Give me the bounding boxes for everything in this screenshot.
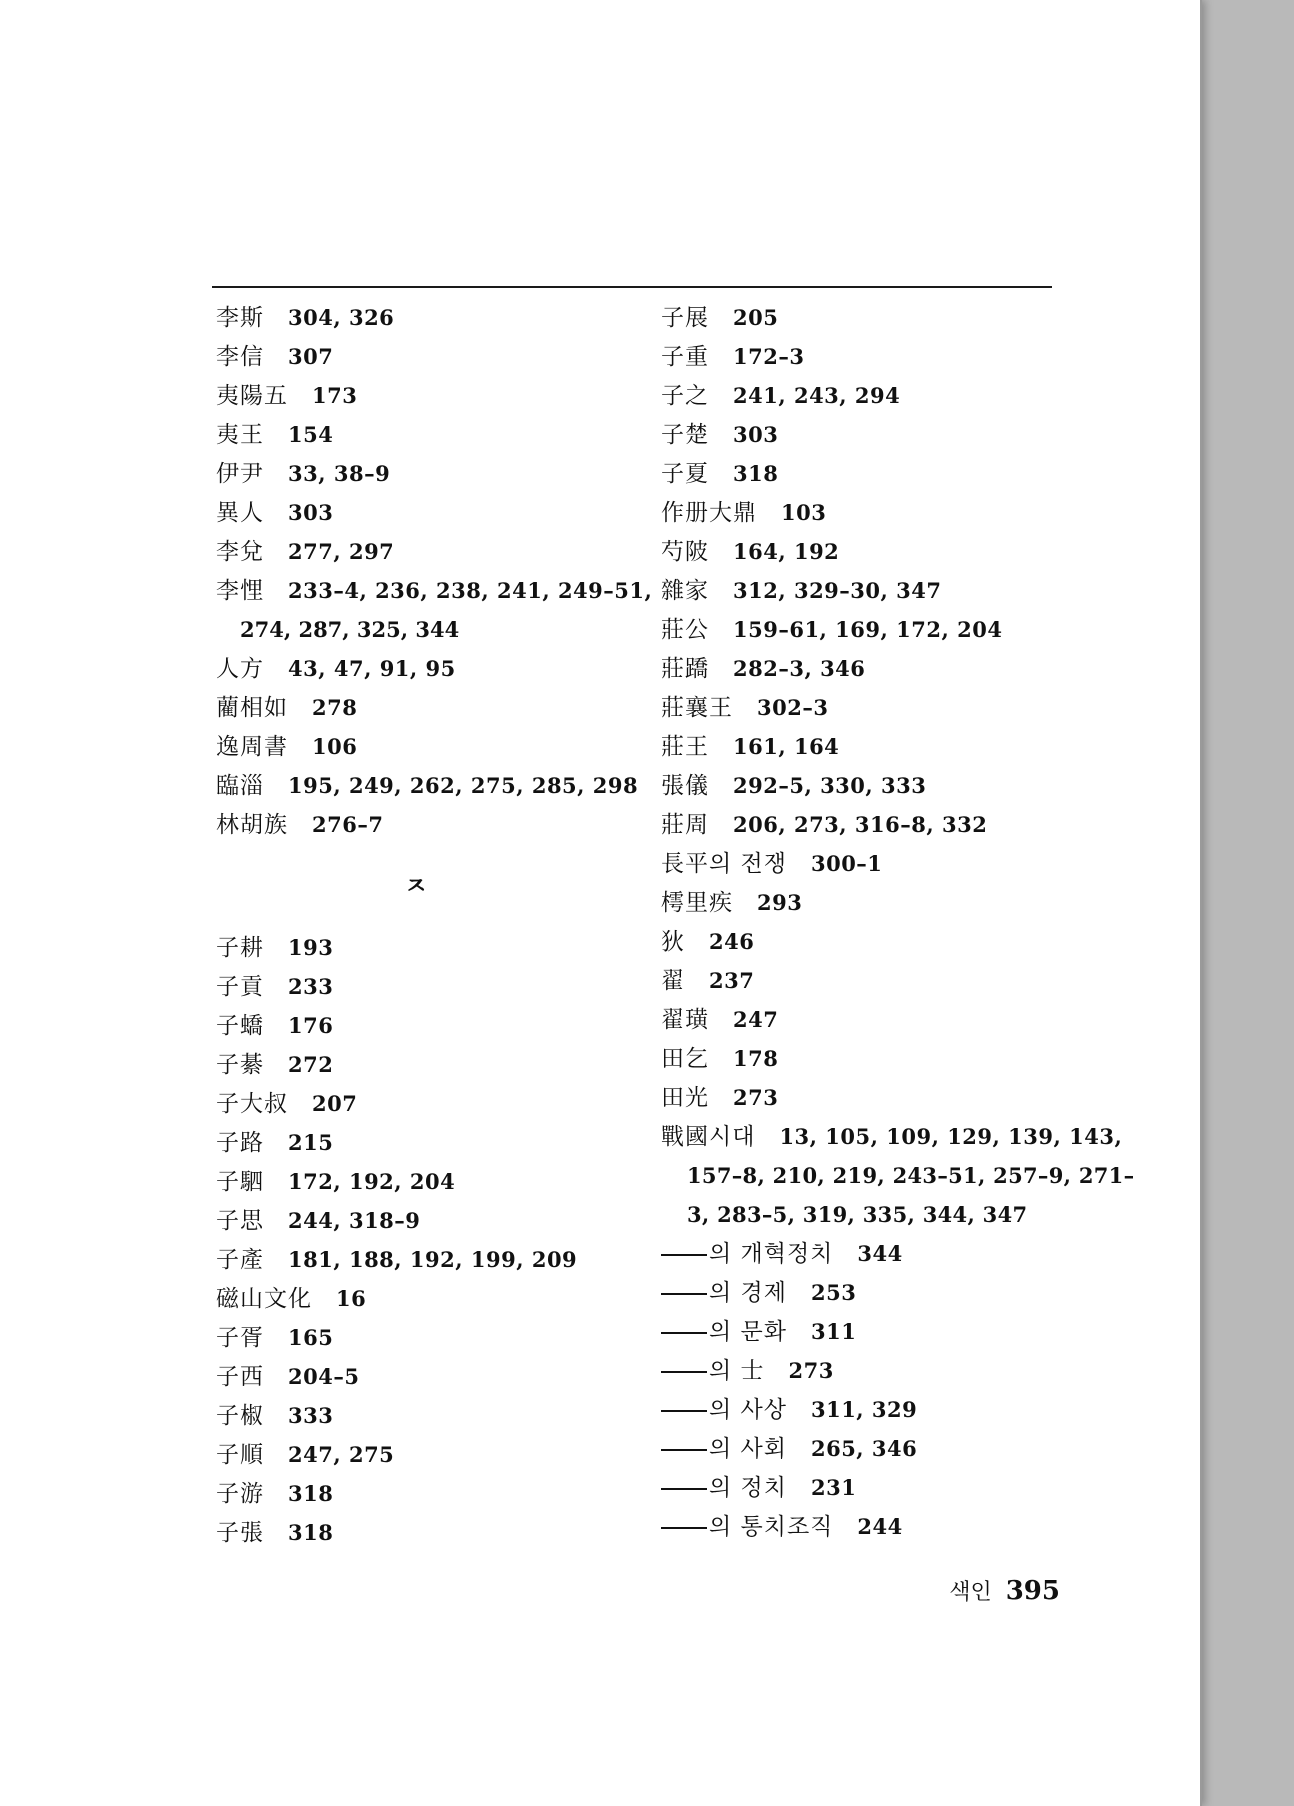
index-entry xyxy=(661,883,1091,922)
index-entry xyxy=(661,415,1091,454)
page-refs: 282–3, 346 xyxy=(733,656,866,681)
entry-term: 翟璜 xyxy=(661,1007,709,1033)
entry-term: 子大叔 xyxy=(216,1091,288,1117)
subentry-term: 의 사상 xyxy=(709,1397,787,1423)
page-refs: 172–3 xyxy=(733,344,805,369)
index-entry xyxy=(216,649,646,688)
index-entry xyxy=(661,805,1091,844)
index-entry xyxy=(216,454,646,493)
page-refs: 276–7 xyxy=(312,812,384,837)
page-refs: 237 xyxy=(709,968,755,993)
page-refs: 247, 275 xyxy=(288,1442,395,1467)
index-entry xyxy=(216,1318,646,1357)
index-entry xyxy=(661,649,1091,688)
index-entry xyxy=(661,844,1091,883)
index-subentry xyxy=(661,1312,1091,1351)
page-refs: 303 xyxy=(733,422,779,447)
page-refs: 312, 329–30, 347 xyxy=(733,578,942,603)
subentry-term: 의 정치 xyxy=(709,1475,787,1501)
index-entry xyxy=(661,337,1091,376)
index-entry xyxy=(216,1162,646,1201)
entry-term: 逸周書 xyxy=(216,734,288,760)
entry-term: 李兌 xyxy=(216,539,264,565)
page-refs: 33, 38–9 xyxy=(288,461,391,486)
entry-term: 子耕 xyxy=(216,935,264,961)
index-entry-continuation: 157–8, 210, 219, 243–51, 257–9, 271– xyxy=(687,1163,1135,1188)
index-group-top xyxy=(216,298,653,844)
entry-term: 作册大鼎 xyxy=(661,500,757,526)
index-entry xyxy=(661,493,1091,532)
page-refs: 231 xyxy=(810,1475,857,1500)
page-refs: 195, 249, 262, 275, 285, 298 xyxy=(288,773,639,798)
entry-term: 臨淄 xyxy=(216,773,264,799)
subentry-term: 의 통치조직 xyxy=(709,1514,834,1540)
page-refs: 246 xyxy=(709,929,755,954)
index-entry xyxy=(216,376,646,415)
page-refs: 272 xyxy=(288,1052,334,1077)
page-refs: 159–61, 169, 172, 204 xyxy=(733,617,1003,642)
index-entry xyxy=(216,1123,646,1162)
entry-term: 張儀 xyxy=(661,773,709,799)
entry-term: 子順 xyxy=(216,1442,264,1468)
page-refs: 278 xyxy=(312,695,358,720)
index-entry xyxy=(661,1078,1091,1117)
entry-term: 林胡族 xyxy=(216,812,288,838)
index-entry xyxy=(216,1045,646,1084)
subentry-term: 의 士 xyxy=(709,1358,765,1384)
subentry-term: 의 경제 xyxy=(709,1280,787,1306)
index-subentry xyxy=(661,1234,1091,1273)
page-refs: 43, 47, 91, 95 xyxy=(288,656,456,681)
page-refs: 181, 188, 192, 199, 209 xyxy=(288,1247,578,1272)
em-dash xyxy=(661,1293,707,1295)
index-group-right xyxy=(661,298,1135,1546)
entry-term: 子重 xyxy=(661,344,709,370)
subentry-term: 의 개혁정치 xyxy=(709,1241,834,1267)
page-refs: 241, 243, 294 xyxy=(733,383,901,408)
index-entry xyxy=(216,688,646,727)
page-refs: 204–5 xyxy=(288,1364,360,1389)
entry-term: 子展 xyxy=(661,305,709,331)
index-entry xyxy=(216,1201,646,1240)
entry-term: 莊王 xyxy=(661,734,709,760)
entry-term: 田乞 xyxy=(661,1046,709,1072)
index-entry xyxy=(661,727,1091,766)
index-entry xyxy=(216,571,653,610)
page-refs: 207 xyxy=(312,1091,358,1116)
page-refs: 277, 297 xyxy=(288,539,395,564)
entry-term: 長平의 전쟁 xyxy=(661,851,787,877)
index-entry xyxy=(216,415,646,454)
entry-term: 磁山文化 xyxy=(216,1286,312,1312)
page-footer xyxy=(900,1575,1060,1606)
em-dash xyxy=(661,1254,707,1256)
entry-term: 翟 xyxy=(661,968,685,994)
section-heading: ㅈ xyxy=(404,872,428,900)
entry-term: 子椒 xyxy=(216,1403,264,1429)
entry-term: 子綦 xyxy=(216,1052,264,1078)
page-refs: 173 xyxy=(312,383,358,408)
entry-term: 子貢 xyxy=(216,974,264,1000)
em-dash xyxy=(661,1488,707,1490)
index-entry xyxy=(216,805,646,844)
index-entry xyxy=(216,337,646,376)
page-refs: 300–1 xyxy=(810,851,883,876)
entry-term: 伊尹 xyxy=(216,461,264,487)
page-refs: 253 xyxy=(810,1280,857,1305)
header-rule xyxy=(212,286,1052,288)
page-refs: 205 xyxy=(733,305,779,330)
index-entry xyxy=(216,928,646,967)
index-entry xyxy=(661,961,1091,1000)
index-entry xyxy=(216,1357,646,1396)
index-entry xyxy=(216,727,646,766)
index-entry xyxy=(216,298,646,337)
entry-term: 子思 xyxy=(216,1208,264,1234)
entry-term: 夷陽五 xyxy=(216,383,288,409)
page-refs: 273 xyxy=(733,1085,779,1110)
entry-term: 子蟜 xyxy=(216,1013,264,1039)
index-subentry xyxy=(661,1468,1091,1507)
entry-term: 藺相如 xyxy=(216,695,288,721)
index-entry-continuation: 274, 287, 325, 344 xyxy=(240,617,460,642)
page-refs: 154 xyxy=(288,422,334,447)
page-refs: 247 xyxy=(733,1007,779,1032)
entry-term: 芍陂 xyxy=(661,539,709,565)
index-column-right xyxy=(661,298,1135,1546)
page-refs: 233 xyxy=(288,974,334,999)
entry-term: 子產 xyxy=(216,1247,264,1273)
em-dash xyxy=(661,1371,707,1373)
index-entry xyxy=(661,1117,1123,1156)
index-subentry xyxy=(661,1507,1091,1546)
index-entry xyxy=(216,1513,646,1552)
page-refs: 206, 273, 316–8, 332 xyxy=(733,812,988,837)
entry-term: 子游 xyxy=(216,1481,264,1507)
index-entry xyxy=(216,493,646,532)
index-entry xyxy=(661,688,1091,727)
page-refs: 311, 329 xyxy=(810,1397,918,1422)
page-refs: 333 xyxy=(288,1403,334,1428)
page-refs: 215 xyxy=(288,1130,334,1155)
page-refs: 164, 192 xyxy=(733,539,840,564)
page-number: 395 xyxy=(1005,1576,1060,1606)
entry-term: 戰國시대 xyxy=(661,1124,756,1150)
index-entry xyxy=(216,532,646,571)
page-refs: 106 xyxy=(312,734,358,759)
index-entry xyxy=(661,1039,1091,1078)
index-entry xyxy=(661,298,1091,337)
index-entry xyxy=(216,1240,646,1279)
subentry-term: 의 문화 xyxy=(709,1319,787,1345)
page-refs: 172, 192, 204 xyxy=(288,1169,456,1194)
entry-term: 異人 xyxy=(216,500,264,526)
page-refs: 318 xyxy=(288,1520,334,1545)
entry-term: 子張 xyxy=(216,1520,264,1546)
page-refs: 307 xyxy=(288,344,334,369)
page-refs: 244, 318–9 xyxy=(288,1208,421,1233)
index-entry xyxy=(216,967,646,1006)
em-dash xyxy=(661,1527,707,1529)
entry-term: 子西 xyxy=(216,1364,264,1390)
index-entry xyxy=(661,766,1091,805)
page-refs: 303 xyxy=(288,500,334,525)
index-entry-continuation: 3, 283–5, 319, 335, 344, 347 xyxy=(687,1202,1028,1227)
entry-term: 狄 xyxy=(661,929,685,955)
index-subentry xyxy=(661,1390,1091,1429)
entry-term: 李信 xyxy=(216,344,264,370)
index-entry xyxy=(661,610,1091,649)
entry-term: 莊蹻 xyxy=(661,656,709,682)
page-refs: 304, 326 xyxy=(288,305,395,330)
em-dash xyxy=(661,1410,707,1412)
page-refs: 13, 105, 109, 129, 139, 143, xyxy=(779,1124,1123,1149)
page-refs: 233–4, 236, 238, 241, 249–51, xyxy=(288,578,653,603)
entry-term: 夷王 xyxy=(216,422,264,448)
entry-term: 李斯 xyxy=(216,305,264,331)
page-refs: 165 xyxy=(288,1325,334,1350)
entry-term: 莊公 xyxy=(661,617,709,643)
index-entry xyxy=(661,532,1091,571)
index-column-left xyxy=(216,298,653,1552)
entry-term: 子之 xyxy=(661,383,709,409)
index-entry xyxy=(661,1000,1091,1039)
entry-term: 人方 xyxy=(216,656,264,682)
em-dash xyxy=(661,1332,707,1334)
index-entry xyxy=(661,922,1091,961)
page-refs: 178 xyxy=(733,1046,779,1071)
page-refs: 293 xyxy=(757,890,803,915)
page-refs: 318 xyxy=(288,1481,334,1506)
page-refs: 311 xyxy=(810,1319,857,1344)
entry-term: 莊周 xyxy=(661,812,709,838)
subentry-term: 의 사회 xyxy=(709,1436,787,1462)
page-refs: 344 xyxy=(857,1241,903,1266)
index-subentry xyxy=(661,1429,1091,1468)
entry-term: 樗里疾 xyxy=(661,890,733,916)
index-subentry xyxy=(661,1273,1091,1312)
index-entry xyxy=(216,1084,646,1123)
index-entry xyxy=(216,766,646,805)
index-entry xyxy=(216,1435,646,1474)
entry-term: 雜家 xyxy=(661,578,709,604)
page-refs: 302–3 xyxy=(757,695,829,720)
page-refs: 292–5, 330, 333 xyxy=(733,773,927,798)
index-entry xyxy=(216,1396,646,1435)
entry-term: 莊襄王 xyxy=(661,695,733,721)
index-subentry xyxy=(661,1351,1091,1390)
page-refs: 193 xyxy=(288,935,334,960)
index-entry xyxy=(216,1279,646,1318)
page-refs: 273 xyxy=(788,1358,834,1383)
page-refs: 318 xyxy=(733,461,779,486)
entry-term: 子楚 xyxy=(661,422,709,448)
entry-term: 子路 xyxy=(216,1130,264,1156)
em-dash xyxy=(661,1449,707,1451)
page-refs: 103 xyxy=(781,500,827,525)
page-refs: 16 xyxy=(336,1286,367,1311)
entry-term: 子夏 xyxy=(661,461,709,487)
entry-term: 子胥 xyxy=(216,1325,264,1351)
index-entry xyxy=(661,454,1091,493)
index-entry xyxy=(216,1006,646,1045)
page-refs: 265, 346 xyxy=(810,1436,918,1461)
index-entry xyxy=(661,571,1091,610)
page-refs: 244 xyxy=(857,1514,903,1539)
index-group-bottom xyxy=(216,928,646,1552)
page-refs: 176 xyxy=(288,1013,334,1038)
index-entry xyxy=(216,1474,646,1513)
entry-term: 田光 xyxy=(661,1085,709,1111)
footer-label: 색인 xyxy=(949,1580,992,1605)
entry-term: 李悝 xyxy=(216,578,264,604)
index-entry xyxy=(661,376,1091,415)
entry-term: 子駟 xyxy=(216,1169,264,1195)
page-refs: 161, 164 xyxy=(733,734,840,759)
